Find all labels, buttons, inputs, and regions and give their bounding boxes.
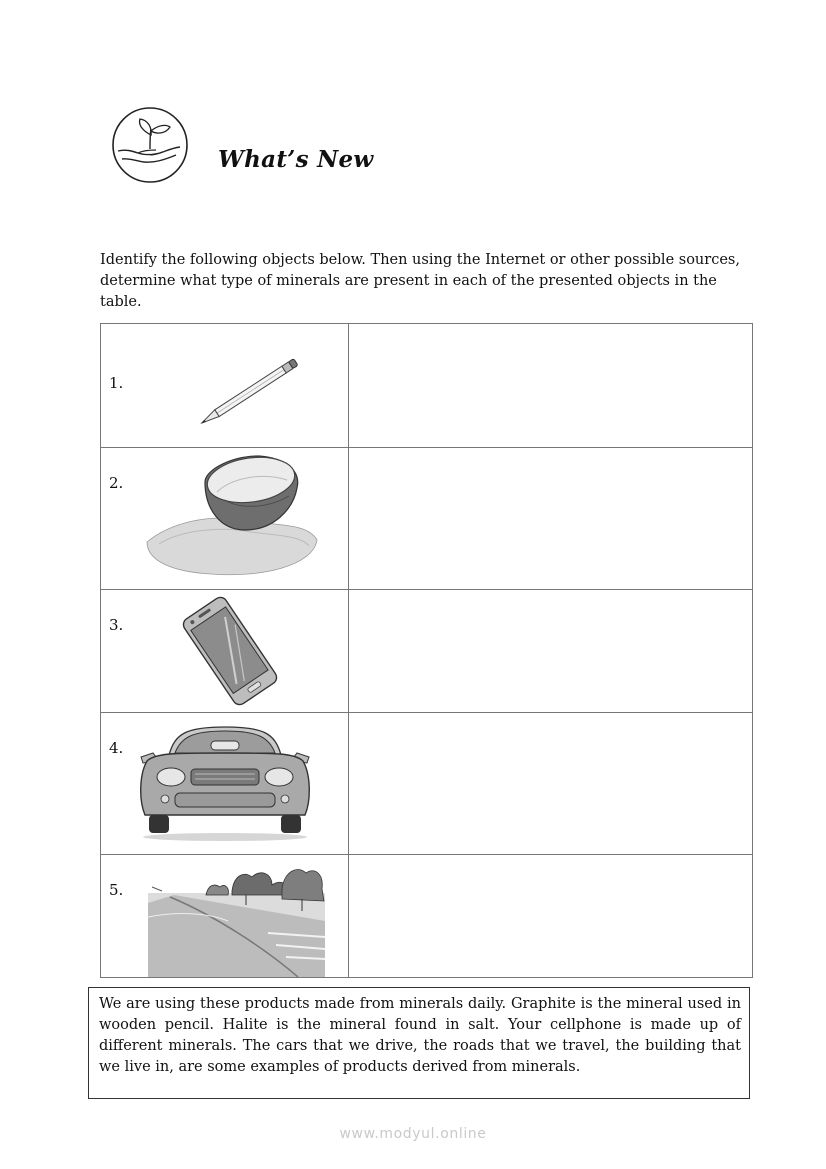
row-number: 4.: [109, 739, 124, 757]
salt-bowl-icon: [141, 448, 321, 584]
object-cell: [101, 713, 349, 855]
table-row: [101, 324, 753, 448]
object-cell: [101, 855, 349, 978]
answer-cell[interactable]: [349, 855, 753, 978]
cellphone-icon: [173, 594, 287, 708]
section-title: What’s New: [218, 146, 374, 173]
row-number: 3.: [109, 616, 124, 634]
footer-watermark: www.modyul.online: [339, 1126, 487, 1142]
summary-box: We are using these products made from minerals daily. Graphite is the mineral used in wooden pencil. Halite is the mineral found in salt. Your cellphone is made up of different minerals. The cars that we drive, the roads that we travel, the building that we live in, are some examples of products derived from minerals.: [88, 987, 750, 1099]
table-row: [101, 855, 753, 978]
object-cell: [101, 590, 349, 713]
row-number: 2.: [109, 474, 124, 492]
row-number: 5.: [109, 881, 124, 899]
row-number: 1.: [109, 374, 124, 392]
object-cell: [101, 448, 349, 590]
answer-cell[interactable]: [349, 448, 753, 590]
instructions-text: Identify the following objects below. Then using the Internet or other possible sources, determine what type of minerals are present in each of the presented objects in the table.: [100, 252, 740, 310]
pencil-icon: [187, 352, 309, 434]
table-row: [101, 713, 753, 855]
car-icon: [135, 719, 315, 849]
answer-cell[interactable]: [349, 590, 753, 713]
objects-table: [100, 323, 753, 978]
road-icon: [148, 861, 325, 977]
answer-cell[interactable]: [349, 324, 753, 448]
table-row: [101, 590, 753, 713]
answer-cell[interactable]: [349, 713, 753, 855]
table-row: [101, 448, 753, 590]
object-cell: [101, 324, 349, 448]
seedling-hand-icon: [110, 105, 190, 185]
